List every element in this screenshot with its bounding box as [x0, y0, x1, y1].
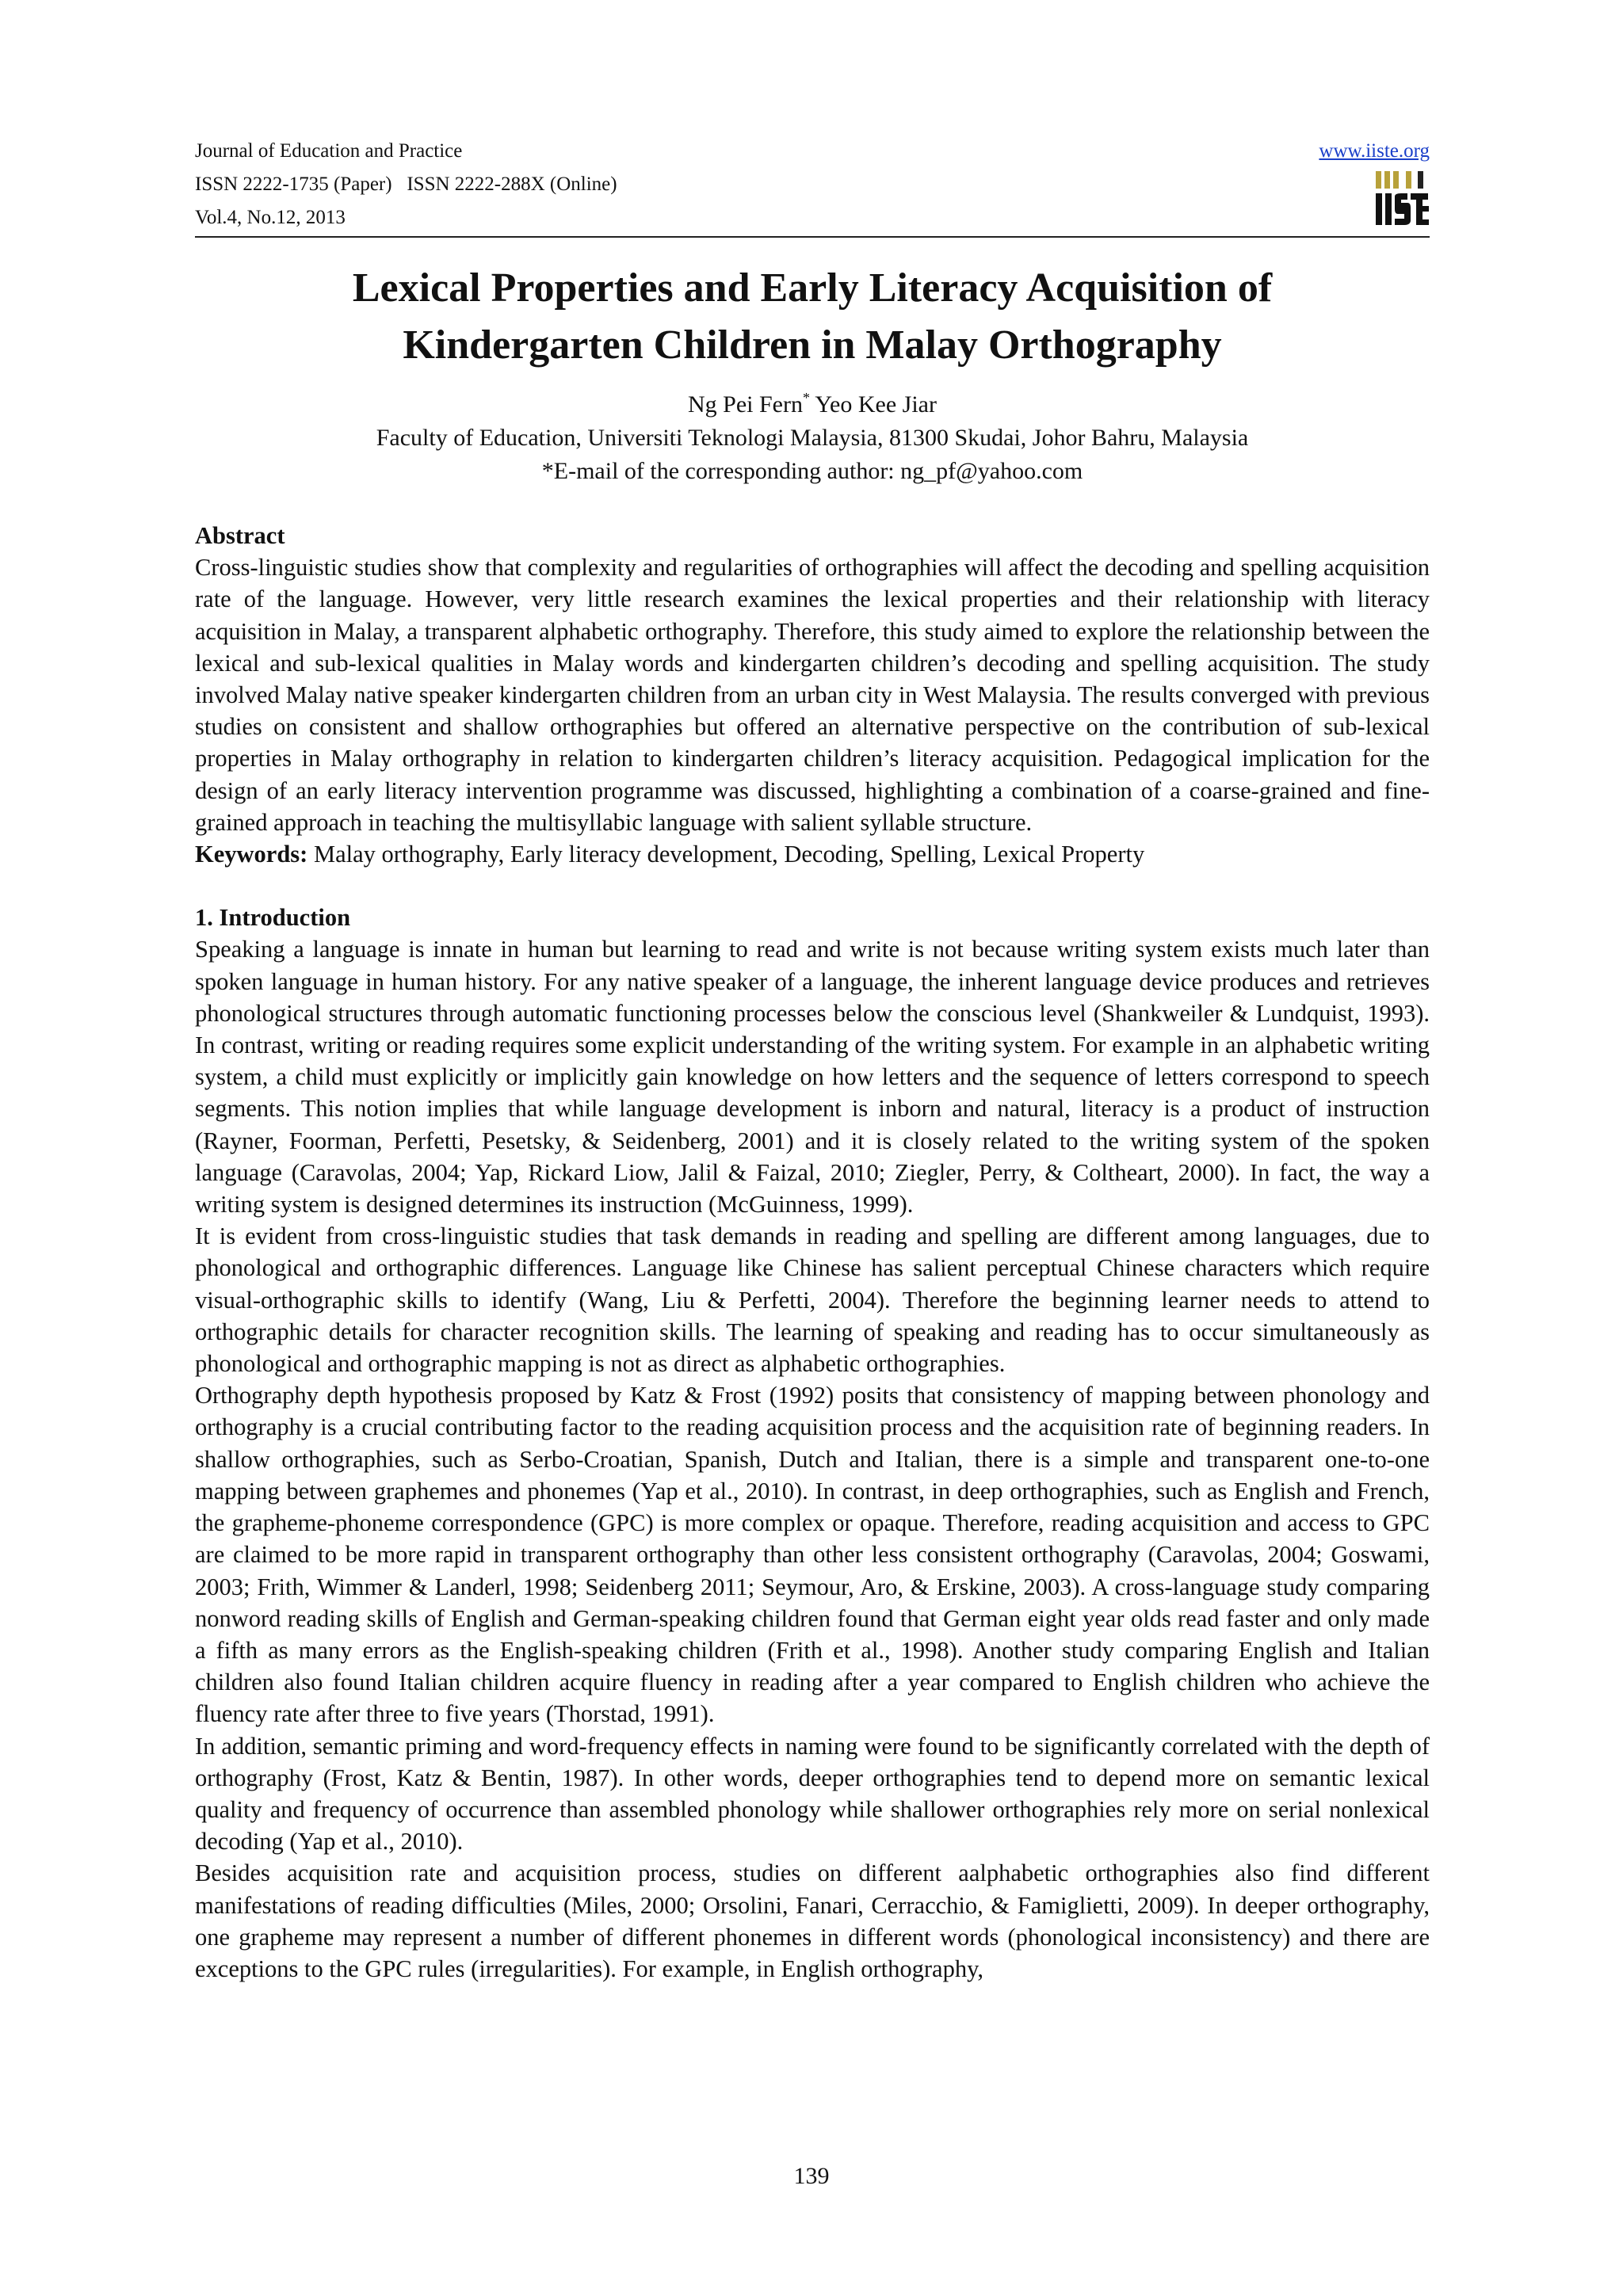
paper-title: [195, 260, 1430, 374]
intro-paragraph: In addition, semantic priming and word-frequency effects in naming were found to be significantly correlated with the depth of orthography (Frost, Katz & Bentin, 1987). In other words, deeper orthographies tend to depend more on semantic lexical quality and frequency of occurrence than assembled phonology while shallower orthographies rely more on serial nonlexical decoding (Yap et al., 2010).: [195, 1732, 1430, 1855]
author-names: [195, 388, 1430, 421]
journal-name: Journal of Education and Practice: [195, 140, 463, 162]
intro-paragraph: It is evident from cross-linguistic studies that task demands in reading and spelling are different among languages, due to phonological and orthographic differences. Language like Chinese has salient perceptual Chinese characters which require visual-orthographic skills to identify (Wang, Liu & Perfetti, 2004). Therefore the beginning learner needs to attend to orthographic details for character recognition skills. The learning of speaking and reading has to occur simultaneously as phonological and orthographic mapping is not as direct as alphabetic orthographies.: [195, 1222, 1430, 1378]
author-block: [195, 388, 1430, 488]
journal-url-block: [1319, 135, 1430, 168]
journal-issn: ISSN 2222-1735 (Paper) ISSN 2222-288X (Online): [195, 174, 617, 195]
author-name-1: Ng Pei Fern: [688, 391, 803, 418]
keywords-label: Keywords:: [195, 841, 308, 868]
abstract-heading: Abstract: [195, 522, 285, 549]
journal-volume: Vol.4, No.12, 2013: [195, 207, 346, 228]
intro-paragraph: Speaking a language is innate in human but learning to read and write is not because writing system exists much later than spoken language in human history. For any native speaker of a language, the inherent language device produces and retrieves phonological structures through automatic functioning processes below the conscious level (Shankweiler & Lundquist, 1993). In contrast, writing or reading requires some explicit understanding of the writing system. For example in an alphabetic writing system, a child must explicitly or implicitly gain knowledge on how letters and the sequence of letters correspond to speech segments. This notion implies that while language development is inborn and natural, literacy is a product of instruction (Rayner, Foorman, Perfetti, Pesetsky, & Seidenberg, 2001) and it is closely related to the writing system of the spoken language (Caravolas, 2004; Yap, Rickard Liow, Jalil & Faizal, 2010; Ziegler, Perry, & Coltheart, 2000). In fact, the way a writing system is designed determines its instruction (McGuinness, 1999).: [195, 936, 1430, 1219]
keywords-line: [195, 838, 1430, 870]
section-gap: [195, 870, 1430, 902]
paper-title-line-2: Kindergarten Children in Malay Orthography: [403, 322, 1222, 368]
keywords-text: Malay orthography, Early literacy development, Decoding, Spelling, Lexical Property: [307, 841, 1145, 868]
abstract-text: Cross-linguistic studies show that complexity and regularities of orthographies will affect the decoding and spelling acquisition rate of the language. However, very little research examines the lexical properties and their relationship with literacy acquisition in Malay, a transparent alphabetic orthography. Therefore, this study aimed to explore the relationship between the lexical and sub-lexical qualities in Malay words and kindergarten children’s decoding and spelling acquisition. The study involved Malay native speaker kindergarten children from an urban city in West Malaysia. The results converged with previous studies on consistent and shallow orthographies but offered an alternative perspective on the contribution of sub-lexical properties in Malay orthography in relation to kindergarten children’s literacy acquisition. Pedagogical implication for the design of an early literacy intervention programme was discussed, highlighting a combination of a coarse-grained and fine-grained approach in teaching the multisyllabic language with salient syllable structure.: [195, 554, 1430, 836]
intro-paragraph: Orthography depth hypothesis proposed by Katz & Frost (1992) posits that consistency of mapping between phonology and orthography is a crucial contributing factor to the reading acquisition process and the acquisition rate of beginning readers. In shallow orthographies, such as Serbo-Croatian, Spanish, Dutch and Italian, there is a simple and transparent one-to-one mapping between graphemes and phonemes (Yap et al., 2010). In contrast, in deep orthographies, such as English and French, the grapheme-phoneme correspondence (GPC) is more complex or opaque. Therefore, reading acquisition and access to GPC are claimed to be more rapid in transparent orthography than other less consistent orthography (Caravolas, 2004; Goswami, 2003; Frith, Wimmer & Landerl, 1998; Seidenberg 2011; Seymour, Aro, & Erskine, 2003). A cross-language study comparing nonword reading skills of English and German-speaking children found that German eight year olds read faster and only made a fifth as many errors as the English-speaking children (Frith et al., 1998). Another study comparing English and Italian children also found Italian children acquire fluency in reading after a year compared to English children who achieve the fluency rate after three to five years (Thorstad, 1991).: [195, 1382, 1430, 1728]
introduction-heading: 1. Introduction: [195, 904, 351, 932]
author-affiliation: Faculty of Education, Universiti Teknologi Malaysia, 81300 Skudai, Johor Bahru, Malaysia: [376, 425, 1249, 451]
journal-url-link[interactable]: www.iiste.org: [1319, 140, 1430, 162]
page-number: 139: [793, 2163, 830, 2189]
intro-paragraph: Besides acquisition rate and acquisition process, studies on different aalphabetic orthographies also find different manifestations of reading difficulties (Miles, 2000; Orsolini, Fanari, Cerracchio, & Famiglietti, 2009). In deeper orthography, one grapheme may represent a number of different phonemes in different words (phonological inconsistency) and there are exceptions to the GPC rules (irregularities). For example, in English orthography,: [195, 1859, 1430, 1982]
author-email: *E-mail of the corresponding author: ng_pf@yahoo.com: [541, 458, 1083, 484]
paper-title-line-1: Lexical Properties and Early Literacy Acquisition of: [352, 265, 1273, 311]
iiste-logo-icon: [1374, 170, 1430, 228]
paper-body: [195, 520, 1430, 1985]
header-rule: [195, 236, 1430, 238]
author-name-2: Yeo Kee Jiar: [810, 391, 937, 418]
journal-header: [195, 135, 1146, 235]
corresponding-mark: *: [803, 390, 810, 406]
